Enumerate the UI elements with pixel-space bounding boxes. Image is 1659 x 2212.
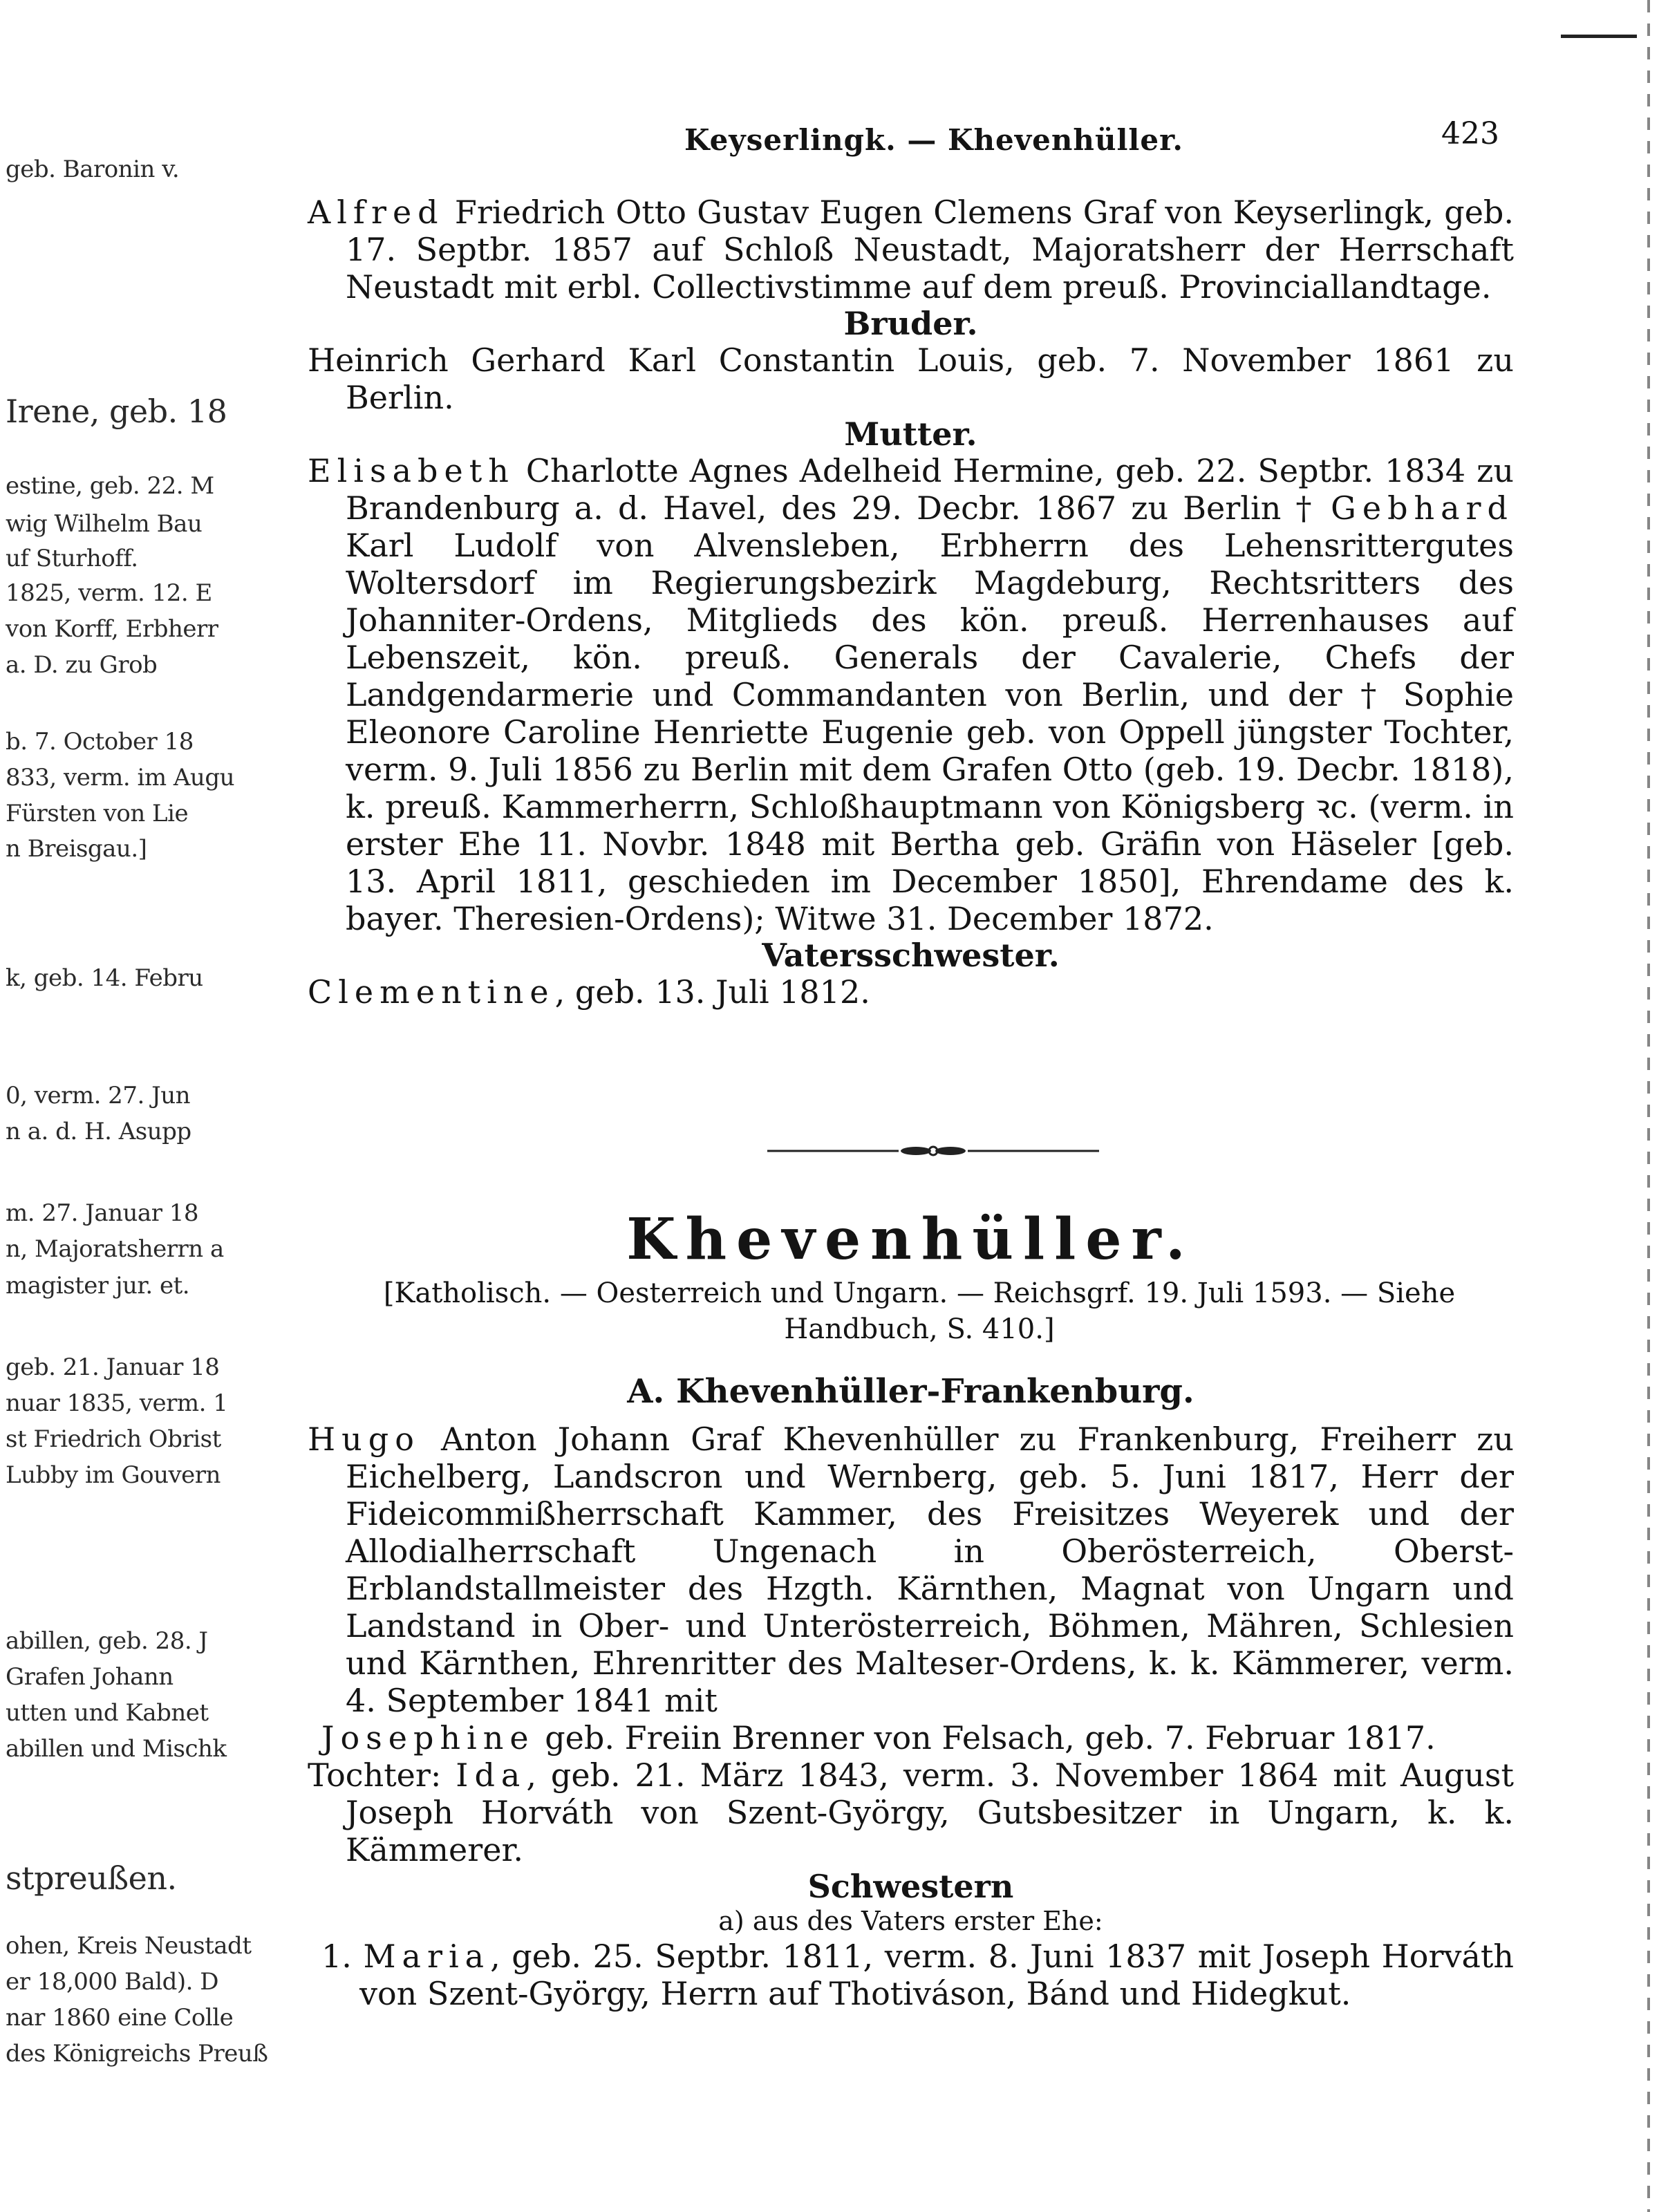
mother-heading: Mutter. [844, 415, 977, 453]
margin-fragment: k, geb. 14. Febru [6, 964, 203, 992]
margin-fragment: geb. Baronin v. [6, 156, 180, 183]
family-info: [Katholisch. — Oesterreich und Ungarn. — Reichsgrf. 19. Juli 1593. — Siehe Handbuch, S. 410.] [383, 1277, 1456, 1345]
keyserlingk-section [308, 194, 1514, 1011]
brother-entry: Heinrich Gerhard Karl Constantin Louis, geb. 7. November 1861 zu Berlin. [308, 341, 1514, 416]
daughter-name: Ida [456, 1756, 527, 1794]
running-title: Keyserlingk. — Khevenhüller. [684, 123, 1184, 157]
margin-fragment: uf Sturhoff. [6, 545, 138, 572]
margin-fragment: st Friedrich Obrist [6, 1425, 221, 1453]
margin-fragment: a. D. zu Grob [6, 651, 158, 679]
aunt-name: Clementine [308, 973, 555, 1011]
aunt-heading: Vatersschwester. [762, 937, 1060, 974]
line-title: A. Khevenhüller-Frankenburg. [627, 1372, 1194, 1411]
margin-fragment: Grafen Johann [6, 1663, 174, 1691]
brother-heading: Bruder. [843, 305, 978, 342]
margin-fragment: Lubby im Gouvern [6, 1461, 221, 1489]
gebhard-name: Gebhard [1331, 489, 1514, 527]
margin-fragment: n a. d. H. Asupp [6, 1118, 191, 1145]
head-entry: Hugo Anton Johann Graf Khevenhüller zu Frankenburg, Freiherr zu Eichelberg, Landscron und Wernberg, geb. 5. Juni 1817, Herr der Fideicommißherrschaft Kammer, des Freisitzes Weyerek und der Allodialherrschaft Ungenach in Oberösterreich, Oberst-Erblandstallmeister des Hzgth. Kärnthen, Magnat von Ungarn und Landstand in Ober- und Unterösterreich, Böhmen, Mähren, Schlesien und Kärnthen, Ehrenritter des Malteser-Ordens, k. k. Kämmerer, verm. 4. September 1841 mit [308, 1421, 1514, 1719]
sisters-subheading: a) aus des Vaters erster Ehe: [718, 1906, 1103, 1936]
page-number: 423 [1441, 116, 1499, 151]
margin-fragment: von Korff, Erbherr [6, 615, 218, 643]
sisters-heading: Schwestern [807, 1868, 1014, 1905]
margin-fragment: abillen, geb. 28. J [6, 1627, 208, 1655]
margin-fragment: Irene, geb. 18 [6, 393, 227, 430]
family-title: Khevenhüller. [626, 1206, 1195, 1273]
mother-name: Elisabeth [308, 452, 515, 489]
margin-fragment: ohen, Kreis Neustadt [6, 1932, 252, 1960]
scan-edge-mark [1561, 35, 1637, 38]
head-name: Hugo [308, 1421, 420, 1458]
head-entry: Alfred Friedrich Otto Gustav Eugen Clemens Graf von Keyserlingk, geb. 17. Septbr. 1857 auf Schloß Neustadt, Majoratsherr der Herrschaft Neustadt mit erbl. Collectivstimme auf dem preuß. Provinciallandtage. [308, 194, 1514, 306]
margin-fragment: geb. 21. Januar 18 [6, 1353, 220, 1381]
mother-entry: Elisabeth Charlotte Agnes Adelheid Hermine, geb. 22. Septbr. 1834 zu Brandenburg a. d. Havel, des 29. Decbr. 1867 zu Berlin † Gebhard Karl Ludolf von Alvensleben, Erbherrn des Lehensrittergutes Woltersdorf im Regierungsbezirk Magdeburg, Rechtsritters des Johanniter-Ordens, Mitglieds des kön. preuß. Herrenhauses auf Lebenszeit, kön. preuß. Generals der Cavalerie, Chefs der Landgendarmerie und Commandanten von Berlin, und der † Sophie Eleonore Caroline Henriette Eugenie geb. von Oppell jüngster Tochter, verm. 9. Juli 1856 zu Berlin mit dem Grafen Otto (geb. 19. Decbr. 1818), k. preuß. Kammerherrn, Schloßhauptmann von Königsberg ꝛc. (verm. in erster Ehe 11. Novbr. 1848 mit Bertha geb. Gräfin von Häseler [geb. 13. April 1811, geschieden im December 1850], Ehrendame des k. bayer. Theresien-Ordens); Witwe 31. December 1872. [308, 452, 1514, 937]
scan-edge [1647, 0, 1650, 2212]
sister-entry: 1. Maria, geb. 25. Septbr. 1811, verm. 8. Juni 1837 mit Joseph Horváth von Szent-György, Herrn auf Thotiváson, Bánd und Hidegkut. [321, 1938, 1514, 2012]
khevenhueller-section [308, 1421, 1514, 2012]
margin-fragment: Fürsten von Lie [6, 800, 189, 827]
margin-fragment: n, Majoratsherrn a [6, 1235, 224, 1263]
aunt-entry: Clementine, geb. 13. Juli 1812. [308, 973, 870, 1011]
margin-fragment: n Breisgau.] [6, 835, 147, 863]
margin-fragment: 0, verm. 27. Jun [6, 1082, 190, 1109]
margin-fragment: nar 1860 eine Colle [6, 2004, 234, 2032]
daughter-entry: Tochter: Ida, geb. 21. März 1843, verm. 3. November 1864 mit August Joseph Horváth von Szent-György, Gutsbesitzer in Ungarn, k. k. Kämmerer. [308, 1756, 1514, 1868]
margin-fragment: nuar 1835, verm. 1 [6, 1389, 228, 1417]
margin-fragment: estine, geb. 22. M [6, 472, 214, 500]
wife-entry: Josephine geb. Freiin Brenner von Felsach, geb. 7. Februar 1817. [321, 1719, 1436, 1756]
margin-fragment: abillen und Mischk [6, 1735, 227, 1763]
section-divider-ornament [767, 1144, 1099, 1158]
margin-fragment: 833, verm. im Augu [6, 764, 234, 791]
margin-fragment: stpreußen. [6, 1859, 177, 1897]
margin-fragment: m. 27. Januar 18 [6, 1199, 199, 1227]
margin-fragment: magister jur. et. [6, 1272, 190, 1300]
wife-name: Josephine [321, 1719, 535, 1756]
margin-fragment: b. 7. October 18 [6, 728, 194, 756]
sister-name: Maria [363, 1938, 491, 1975]
margin-fragment: er 18,000 Bald). D [6, 1968, 218, 1996]
facing-page-fragments [0, 0, 268, 2212]
margin-fragment: 1825, verm. 12. E [6, 579, 212, 607]
head-name: Alfred [308, 194, 444, 231]
margin-fragment: wig Wilhelm Bau [6, 510, 203, 538]
margin-fragment: utten und Kabnet [6, 1699, 209, 1727]
margin-fragment: des Königreichs Preuß [6, 2040, 268, 2068]
